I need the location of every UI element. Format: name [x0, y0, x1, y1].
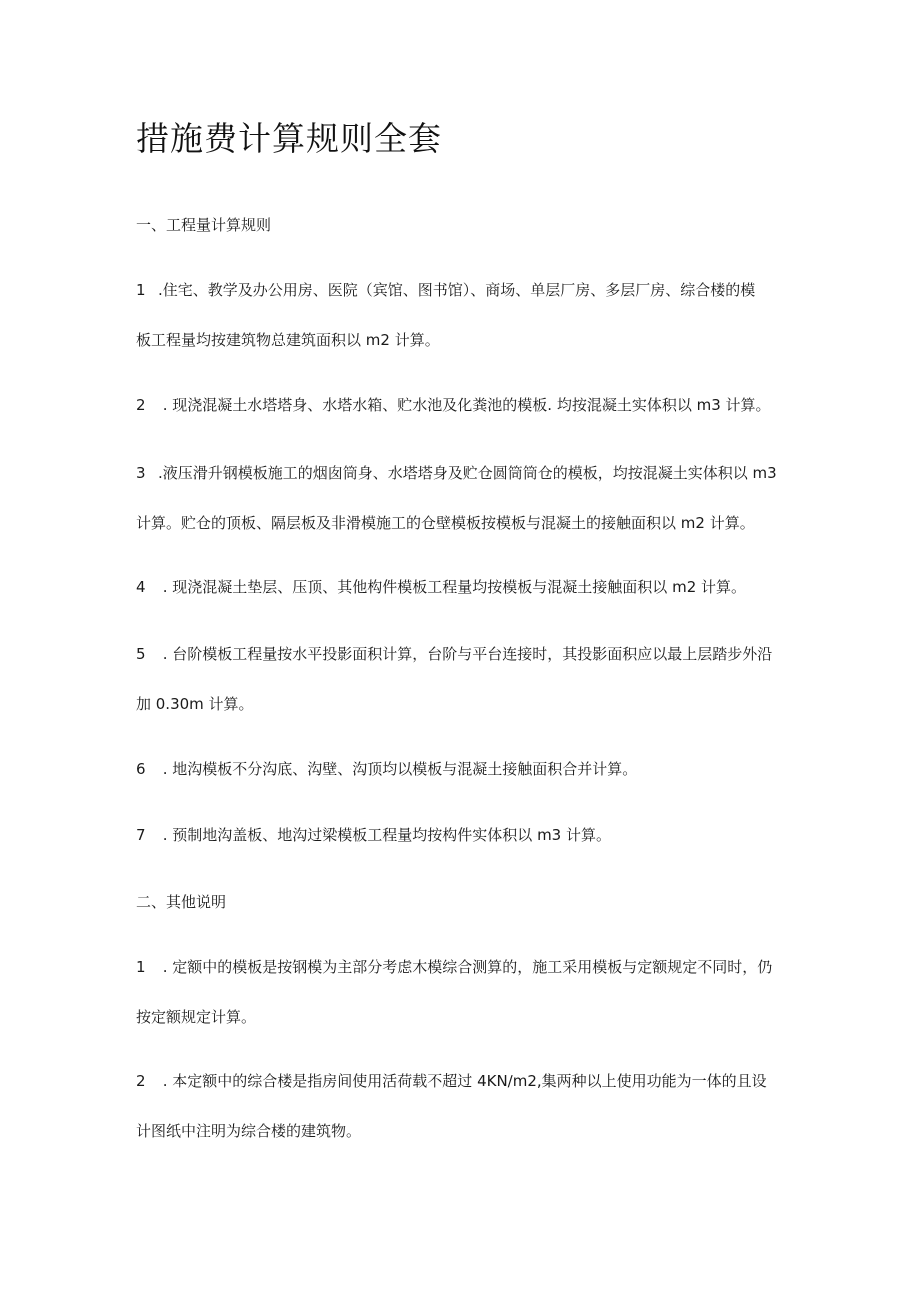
note-item-2: [136, 1056, 788, 1156]
rule-item-1: [136, 265, 788, 365]
item-text: .液压滑升钢模板施工的烟囱筒身、水塔塔身及贮仓圆筒筒仓的模板，均按混凝土实体积以 m3: [158, 464, 777, 482]
item-text: . 定额中的模板是按钢模为主部分考虑木模综合测算的，施工采用模板与定额规定不同时，仍: [158, 958, 773, 976]
rule-line: [136, 744, 788, 794]
item-number: 1: [136, 281, 146, 299]
item-number: 6: [136, 760, 146, 778]
item-text: . 台阶模板工程量按水平投影面积计算，台阶与平台连接时，其投影面积应以最上层踏步外沿: [158, 645, 773, 663]
rule-line: [136, 380, 788, 430]
item-text: . 现浇混凝土垫层、压顶、其他构件模板工程量均按模板与混凝土接触面积以 m2 计算。: [158, 578, 746, 596]
rule-line: [136, 679, 788, 729]
item-text: . 本定额中的综合楼是指房间使用活荷载不超过 4KN∕m2,集两种以上使用功能为一体的且设: [158, 1072, 767, 1090]
item-text: 按定额规定计算。: [136, 1008, 257, 1026]
rule-item-6: [136, 744, 788, 794]
rule-line: [136, 265, 788, 315]
item-text: . 预制地沟盖板、地沟过梁模板工程量均按构件实体积以 m3 计算。: [158, 826, 611, 844]
note-line: [136, 992, 788, 1042]
document-title: 措施费计算规则全套: [136, 119, 442, 158]
item-text: . 地沟模板不分沟底、沟壁、沟顶均以模板与混凝土接触面积合并计算。: [158, 760, 638, 778]
rule-item-5: [136, 629, 788, 729]
rule-line: [136, 810, 788, 860]
rule-line: [136, 562, 788, 612]
section-heading-calculation-rules: 一、工程量计算规则: [136, 216, 272, 234]
rule-line: [136, 315, 788, 365]
item-text: 板工程量均按建筑物总建筑面积以 m2 计算。: [136, 331, 440, 349]
note-item-1: [136, 942, 788, 1042]
note-line: [136, 942, 788, 992]
note-line: [136, 1056, 788, 1106]
rule-item-2: [136, 380, 788, 430]
item-number: 1: [136, 958, 146, 976]
item-text: 加 0.30m 计算。: [136, 695, 254, 713]
rule-line: [136, 448, 788, 498]
item-text: 计算。贮仓的顶板、隔层板及非滑模施工的仓壁模板按模板与混凝土的接触面积以 m2 计算。: [136, 514, 755, 532]
item-number: 4: [136, 578, 146, 596]
item-text: .住宅、教学及办公用房、医院（宾馆、图书馆）、商场、单层厂房、多层厂房、综合楼的模: [158, 281, 756, 299]
rule-line: [136, 498, 788, 548]
rule-line: [136, 629, 788, 679]
item-text: . 现浇混凝土水塔塔身、水塔水箱、贮水池及化粪池的模板. 均按混凝土实体积以 m3 计算。: [158, 396, 771, 414]
item-number: 2: [136, 1072, 146, 1090]
item-number: 2: [136, 396, 146, 414]
section-heading-other-notes: 二、其他说明: [136, 893, 227, 911]
item-number: 3: [136, 464, 146, 482]
item-number: 5: [136, 645, 146, 663]
rule-item-7: [136, 810, 788, 860]
item-number: 7: [136, 826, 146, 844]
note-line: [136, 1106, 788, 1156]
rule-item-4: [136, 562, 788, 612]
item-text: 计图纸中注明为综合楼的建筑物。: [136, 1122, 362, 1140]
rule-item-3: [136, 448, 788, 548]
